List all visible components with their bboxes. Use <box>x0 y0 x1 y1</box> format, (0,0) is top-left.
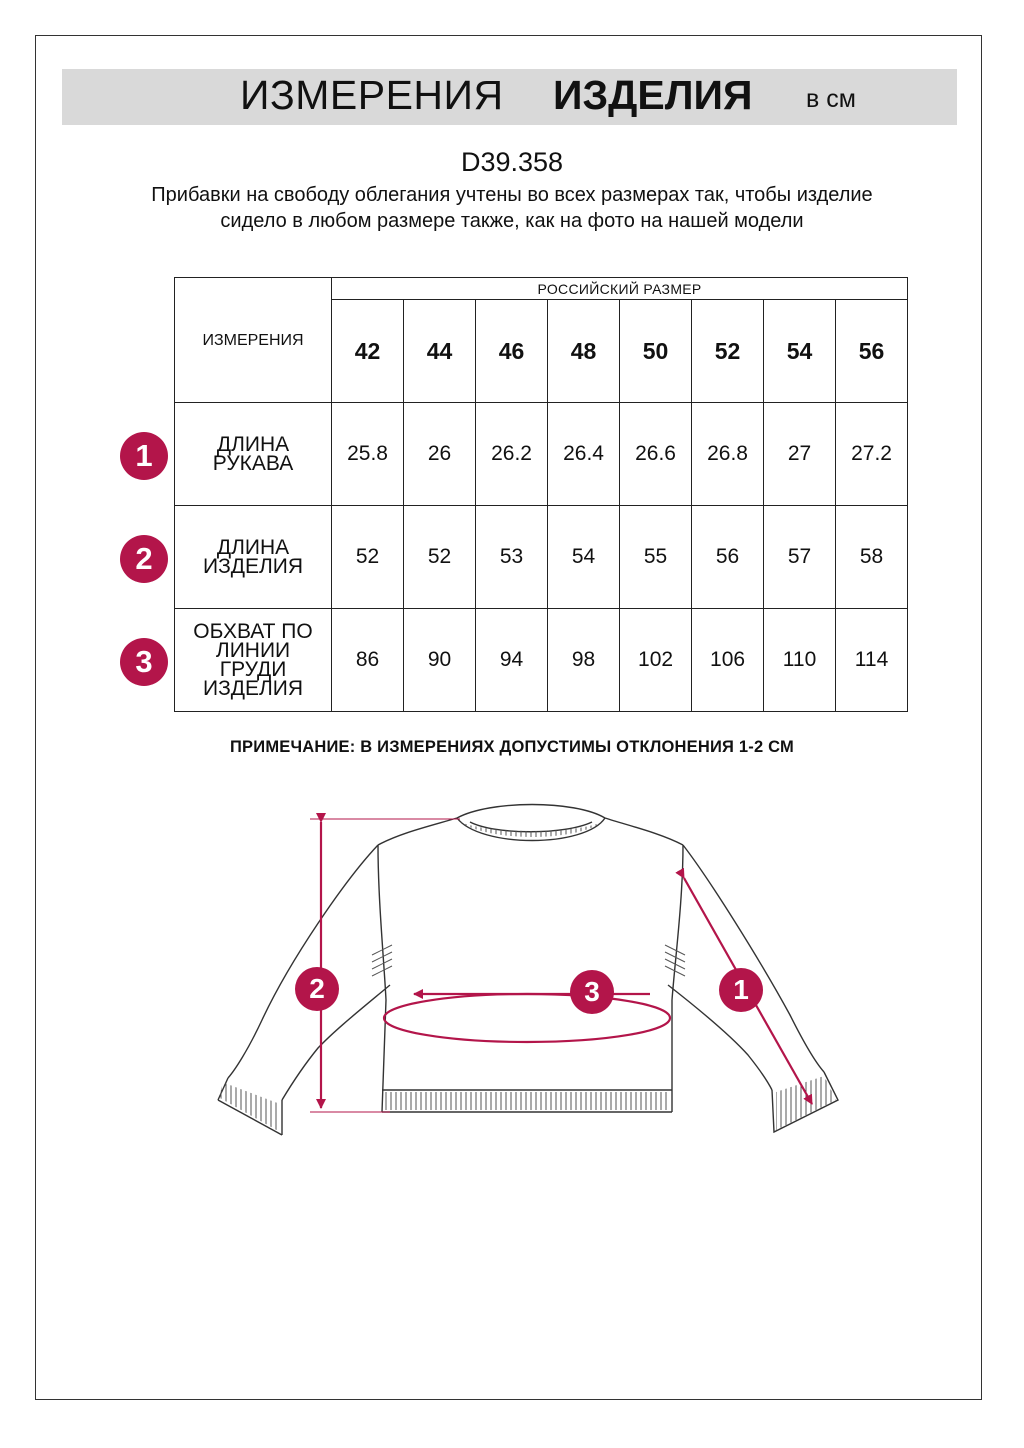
size-header: 50 <box>620 300 692 403</box>
product-code: D39.358 <box>460 147 564 177</box>
table-cell: 26.2 <box>476 403 548 506</box>
size-header: 42 <box>332 300 404 403</box>
table-cell: 110 <box>764 609 836 712</box>
size-header: 46 <box>476 300 548 403</box>
fit-description: Прибавки на свободу облегания учтены во всех размерах так, чтобы изделие сидело в любом размере также, как на фото на нашей модели <box>151 184 873 232</box>
size-header: 54 <box>764 300 836 403</box>
header-title-light: ИЗМЕРЕНИЯ <box>240 72 504 118</box>
diagram-marker-3: 3 <box>570 970 614 1014</box>
size-header: 52 <box>692 300 764 403</box>
row-marker-3: 3 <box>120 638 168 686</box>
table-cell: 26.6 <box>620 403 692 506</box>
diagram-marker-1: 1 <box>719 968 763 1012</box>
chest-measure <box>384 994 670 1042</box>
row-marker-1: 1 <box>120 432 168 480</box>
table-cell: 55 <box>620 506 692 609</box>
table-cell: 106 <box>692 609 764 712</box>
header-title-bold: ИЗДЕЛИЯ <box>553 72 753 118</box>
size-header: 48 <box>548 300 620 403</box>
length-measure <box>310 819 460 1112</box>
diagram-marker-2: 2 <box>295 967 339 1011</box>
table-cell: 26 <box>404 403 476 506</box>
tolerance-note: ПРИМЕЧАНИЕ: В ИЗМЕРЕНИЯХ ДОПУСТИМЫ ОТКЛОНЕНИЯ 1-2 СМ <box>230 738 794 756</box>
table-cell: 27 <box>764 403 836 506</box>
table-cell: 102 <box>620 609 692 712</box>
size-group-label: РОССИЙСКИЙ РАЗМЕР <box>332 278 908 300</box>
size-header: 44 <box>404 300 476 403</box>
table-cell: 52 <box>332 506 404 609</box>
table-cell: 25.8 <box>332 403 404 506</box>
row-label: ДЛИНА РУКАВА <box>175 403 332 506</box>
row-marker-2: 2 <box>120 535 168 583</box>
seam-marks <box>372 945 685 976</box>
table-cell: 98 <box>548 609 620 712</box>
table-cell: 53 <box>476 506 548 609</box>
table-cell: 57 <box>764 506 836 609</box>
row-label: ОБХВАТ ПО ЛИНИИ ГРУДИ ИЗДЕЛИЯ <box>175 609 332 712</box>
table-cell: 56 <box>692 506 764 609</box>
table-cell: 86 <box>332 609 404 712</box>
corner-label: ИЗМЕРЕНИЯ <box>175 278 332 403</box>
table-cell: 26.8 <box>692 403 764 506</box>
row-label: ДЛИНА ИЗДЕЛИЯ <box>175 506 332 609</box>
table-cell: 52 <box>404 506 476 609</box>
table-cell: 54 <box>548 506 620 609</box>
table-cell: 94 <box>476 609 548 712</box>
table-cell: 26.4 <box>548 403 620 506</box>
size-header: 56 <box>836 300 908 403</box>
table-cell: 90 <box>404 609 476 712</box>
table-cell: 114 <box>836 609 908 712</box>
header-units: в см <box>806 85 856 113</box>
table-cell: 27.2 <box>836 403 908 506</box>
table-cell: 58 <box>836 506 908 609</box>
